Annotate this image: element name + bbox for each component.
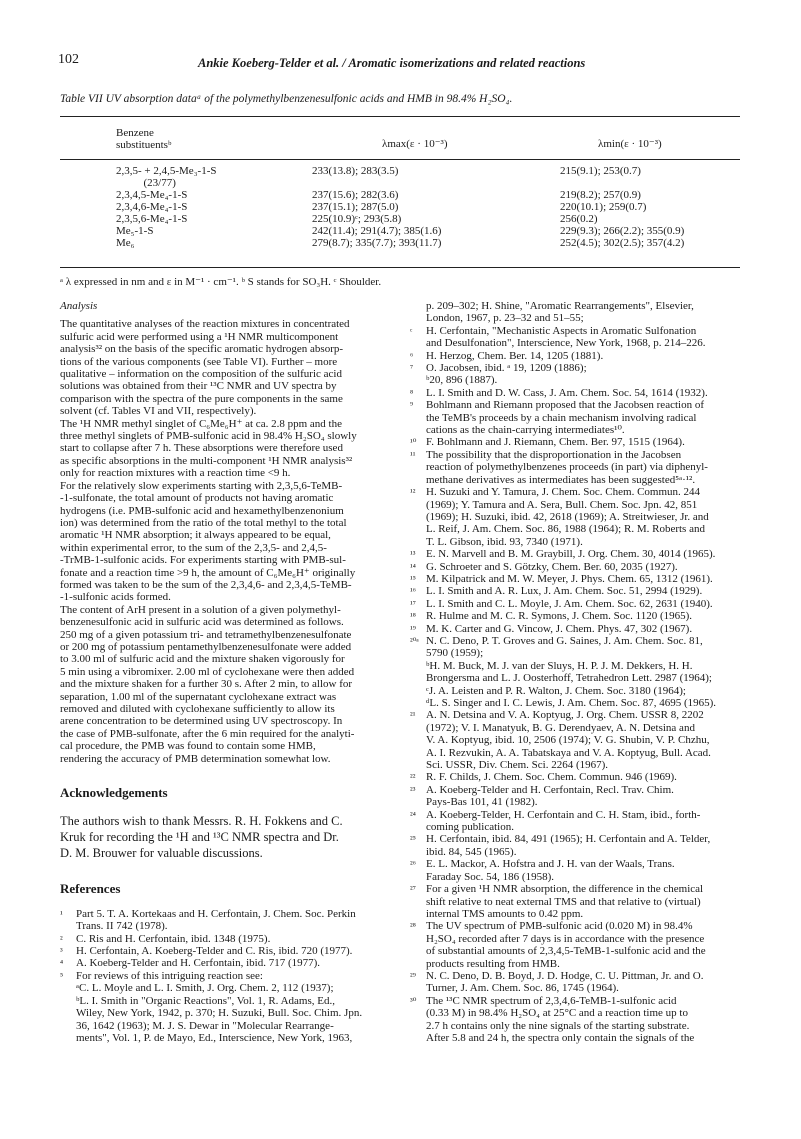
reference-number: ³: [60, 946, 63, 957]
reference-number: ²⁴: [410, 809, 416, 820]
analysis-line: aromatic ¹H NMR absorption; it always appeared to be equal,: [60, 529, 331, 542]
reference-line: A. Koeberg-Telder and H. Cerfontain, Recl. Trav. Chim.: [426, 783, 674, 796]
analysis-line: only for reaction mixtures with a reaction time <9 h.: [60, 467, 291, 480]
header-substituent: Benzene substituentsᵇ: [116, 127, 172, 151]
header-lambda-max: λmax(ε · 10⁻³): [382, 138, 448, 150]
analysis-line: rendering the accuracy of PMB determination somewhat low.: [60, 752, 331, 765]
table-cell-lambda-max: 242(11.4); 291(4.7); 385(1.6): [312, 225, 442, 237]
references-heading: References: [60, 881, 121, 897]
reference-item: [60, 970, 390, 1044]
reference-number: ᶜ: [410, 325, 413, 336]
analysis-line: -TrMB-1-sulfonic acids. For experiments starting with PMB-sul-: [60, 554, 346, 567]
reference-line: E. N. Marvell and B. M. Graybill, J. Org. Chem. 30, 4014 (1965).: [426, 548, 716, 561]
reference-item: [410, 995, 745, 1045]
reference-item: [60, 933, 390, 945]
acknowledgements-text: [60, 813, 390, 861]
analysis-line: or 200 mg of potassium pentamethylbenzenesulfonate were added: [60, 640, 352, 653]
reference-number: ¹⁶: [410, 586, 416, 597]
reference-item: [410, 486, 745, 548]
analysis-line: solvent (cf. Tables VI and VII, respectively).: [60, 405, 257, 418]
analysis-text: [60, 318, 390, 765]
reference-item: [410, 573, 745, 585]
reference-number: ¹²: [410, 487, 416, 498]
analysis-line: arene concentration to be determined using UV spectroscopy. In: [60, 715, 343, 728]
reference-line: Trans. II 742 (1978).: [76, 920, 168, 933]
analysis-line: within experimental error, to the sum of the 2,3,5- and 2,4,5-: [60, 541, 327, 554]
reference-number: ¹³: [410, 549, 416, 560]
reference-item: [410, 436, 745, 448]
reference-line: A. Koeberg-Telder and H. Cerfontain, ibid. 717 (1977).: [76, 957, 321, 970]
reference-line: M. K. Carter and G. Vincow, J. Chem. Phys. 47, 302 (1967).: [426, 622, 693, 635]
analysis-line: analysis³² on the basis of the specific aromatic hydrogen absorp-: [60, 343, 344, 356]
reference-number: ⁴: [60, 958, 64, 969]
reference-line: M. Kilpatrick and M. W. Meyer, J. Phys. Chem. 65, 1312 (1961).: [426, 572, 713, 585]
table-cell-lambda-max: 233(13.8); 283(3.5): [312, 165, 399, 177]
table-cell-lambda-max: 237(15.6); 282(3.6): [312, 189, 399, 201]
reference-number: ¹⁵: [410, 573, 416, 584]
reference-line: H. Suzuki and Y. Tamura, J. Chem. Soc. Chem. Commun. 244: [426, 486, 701, 499]
reference-line: L. Reif, J. Am. Chem. Soc. 86, 1988 (1964); R. M. Roberts and: [426, 523, 705, 536]
analysis-line: hydrogens (i.e. PMB-sulfonic acid and hexamethylbenzenonium: [60, 504, 344, 517]
reference-line: Brongersma and L. J. Oosterhoff, Tetrahedron Lett. 2987 (1964);: [426, 672, 712, 685]
analysis-line: 5 min using a vibromixer. 2.00 ml of cyclohexane were then added: [60, 665, 355, 678]
reference-number: ⁷: [410, 363, 414, 374]
analysis-line: the case of PMB-sulfonate, after the 6 min required for the analyti-: [60, 727, 355, 740]
reference-line: 36, 1642 (1963); M. J. S. Dewar in "Molecular Rearrange-: [76, 1019, 334, 1032]
reference-number: ²⁹: [410, 970, 416, 981]
reference-number: ²¹: [410, 710, 416, 721]
reference-number: ¹⁹: [410, 623, 416, 634]
table-cell-substituent: Me₅-1-S: [116, 225, 154, 237]
reference-line: The UV spectrum of PMB-sulfonic acid (0.020 M) in 98.4%: [426, 920, 693, 933]
reference-line: products resulting from HMB.: [426, 957, 560, 970]
reference-number: ¹⁷: [410, 598, 416, 609]
reference-number: ⁶: [410, 350, 414, 361]
table-header-rule: [60, 159, 740, 160]
reference-line: The possibility that the disproportionation in the Jacobsen: [426, 448, 682, 461]
table-cell-substituent: Me₆: [116, 237, 135, 249]
table-cell-substituent: 2,3,5,6-Me₄-1-S: [116, 213, 188, 225]
reference-item: [410, 660, 745, 710]
analysis-line: The ¹H NMR methyl singlet of C₆Me₆H⁺ at ca. 2.8 ppm and the: [60, 417, 342, 430]
analysis-line: The quantitative analyses of the reaction mixtures in concentrated: [60, 318, 350, 331]
analysis-line: sulfuric acid were performed using a ¹H NMR multicomponent: [60, 330, 339, 343]
reference-number: ¹⁸: [410, 611, 416, 622]
reference-number: ²: [60, 933, 63, 944]
table-cell-lambda-min: 256(0.2): [560, 213, 598, 225]
acknowledgement-line: Kruk for recording the ¹H and ¹³C NMR spectra and Dr.: [60, 830, 339, 845]
reference-line: H. Cerfontain, "Mechanistic Aspects in Aromatic Sulfonation: [426, 324, 697, 337]
reference-item: [410, 883, 745, 920]
reference-line: R. F. Childs, J. Chem. Soc. Chem. Commun. 946 (1969).: [426, 771, 677, 784]
analysis-line: 250 mg of a given potassium tri- and tetramethylbenzenesulfonate: [60, 628, 352, 641]
reference-line: and Desulfonation", Interscience, New York, 1968, p. 214–226.: [426, 337, 706, 350]
reference-line: L. I. Smith and D. W. Cass, J. Am. Chem. Soc. 54, 1614 (1932).: [426, 386, 708, 399]
reference-number: ²³: [410, 784, 416, 795]
reference-line: L. I. Smith and A. R. Lux, J. Am. Chem. Soc. 51, 2994 (1929).: [426, 585, 703, 598]
references-list-right: [410, 300, 745, 1044]
table-cell-lambda-min: 252(4.5); 302(2.5); 357(4.2): [560, 237, 685, 249]
reference-item: [410, 833, 745, 858]
reference-line: For reviews of this intriguing reaction see:: [76, 969, 263, 982]
analysis-line: formed was taken to be the sum of the 2,3,4,6- and 2,3,4,5-TeMB-: [60, 578, 352, 591]
reference-line: methane derivatives as intermediates has been suggested⁵ᵃ·¹².: [426, 473, 696, 486]
analysis-line: benzenesulfonic acid in sulfuric acid was determined as follows.: [60, 616, 344, 629]
reference-line: ᵇL. I. Smith in "Organic Reactions", Vol. 1, R. Adams, Ed.,: [76, 994, 335, 1007]
reference-item: [410, 362, 745, 387]
table-cell-lambda-min: 215(9.1); 253(0.7): [560, 165, 641, 177]
analysis-line: ion) was determined from the ratio of the total methyl to the total: [60, 516, 347, 529]
acknowledgement-line: D. M. Brouwer for valuable discussions.: [60, 846, 263, 861]
analysis-line: as specific absorptions in the multi-component ¹H NMR analysis³²: [60, 454, 353, 467]
table-cell-lambda-min: 219(8.2); 257(0.9): [560, 189, 641, 201]
reference-line: ᵃC. L. Moyle and L. I. Smith, J. Org. Chem. 2, 112 (1937);: [76, 982, 334, 995]
reference-line: cations as the chain-carrying intermediates¹⁰.: [426, 424, 625, 437]
analysis-line: solutions was obtained from their ¹³C NMR and UV spectra by: [60, 380, 337, 393]
reference-item: [60, 945, 390, 957]
reference-item: [410, 548, 745, 560]
references-list-left: [60, 908, 390, 1044]
analysis-line: fonate and a reaction time >9 h, the amount of C₆Me₆H⁺ originally: [60, 566, 356, 579]
table-cell-substituent: 2,3,4,5-Me₄-1-S: [116, 189, 188, 201]
reference-item: [410, 387, 745, 399]
analysis-line: The content of ArH present in a solution of a given polymethyl-: [60, 603, 341, 616]
analysis-line: to 3.00 ml of sulfuric acid and the mixture shaken vigorously for: [60, 653, 345, 666]
reference-item: [410, 623, 745, 635]
reference-line: V. A. Koptyug, ibid. 10, 2506 (1974); V. G. Shubin, V. P. Chzhu,: [426, 734, 710, 747]
right-column: [410, 300, 745, 1044]
reference-line: F. Bohlmann and J. Riemann, Chem. Ber. 97, 1515 (1964).: [426, 436, 685, 449]
analysis-line: three methyl singlets of PMB-sulfonic acid in 98.4% H₂SO₄ slowly: [60, 430, 357, 443]
reference-number: ³⁰: [410, 995, 417, 1006]
reference-number: ⁸: [410, 387, 414, 398]
reference-number: ²⁵: [410, 834, 416, 845]
reference-number: ²²: [410, 772, 416, 783]
reference-item: [410, 970, 745, 995]
reference-number: ²⁸: [410, 921, 416, 932]
page-number: 102: [58, 52, 79, 67]
reference-line: N. C. Deno, P. T. Groves and G. Saines, J. Am. Chem. Soc. 81,: [426, 634, 703, 647]
reference-number: ⁹: [410, 400, 414, 411]
reference-line: H₂SO₄ recorded after 7 days is in accordance with the presence: [426, 932, 705, 945]
reference-line: N. C. Deno, D. B. Boyd, J. D. Hodge, C. U. Pittman, Jr. and O.: [426, 969, 704, 982]
analysis-line: For the relatively slow experiments starting with 2,3,5,6-TeMB-: [60, 479, 343, 492]
reference-line: internal TMS amounts to 0.42 ppm.: [426, 907, 584, 920]
analysis-line: tions of the various components (see Table VI). Further – more: [60, 355, 338, 368]
reference-line: For a given ¹H NMR absorption, the difference in the chemical: [426, 883, 704, 896]
reference-line: Bohlmann and Riemann proposed that the Jacobsen reaction of: [426, 399, 704, 412]
reference-line: of substantial amounts of 2,3,4,5-TeMB-1-sulfonic acid and the: [426, 945, 706, 958]
reference-item: [410, 598, 745, 610]
reference-item: [410, 858, 745, 883]
reference-line: ibid. 84, 545 (1965).: [426, 845, 517, 858]
reference-line: R. Hulme and M. C. R. Symons, J. Chem. Soc. 1120 (1965).: [426, 610, 693, 623]
reference-number: ²⁷: [410, 884, 416, 895]
reference-line: G. Schroeter and S. Götzky, Chem. Ber. 60, 2035 (1927).: [426, 560, 678, 573]
analysis-line: comparison with the spectra of the pure components in the same: [60, 392, 343, 405]
reference-item: [410, 585, 745, 597]
reference-line: the TeMB's proceeds by a chain mechanism involving radical: [426, 411, 697, 424]
reference-line: A. N. Detsina and V. A. Koptyug, J. Org. Chem. USSR 8, 2202: [426, 709, 704, 722]
reference-line: (1969); H. Suzuki, ibid. 42, 2618 (1969); A. Streitwieser, Jr. and: [426, 510, 709, 523]
reference-number: ²⁰ᵃ: [410, 635, 419, 646]
table-cell-lambda-max: 279(8.7); 335(7.7); 393(11.7): [312, 237, 442, 249]
reference-item: [410, 920, 745, 970]
reference-line: coming publication.: [426, 821, 514, 834]
reference-line: H. Cerfontain, A. Koeberg-Telder and C. Ris, ibid. 720 (1977).: [76, 945, 353, 958]
acknowledgements-heading: Acknowledgements: [60, 785, 168, 801]
reference-item: [60, 957, 390, 969]
reference-line: A. Koeberg-Telder, H. Cerfontain and C. H. Stam, ibid., forth-: [426, 808, 701, 821]
reference-item: [60, 908, 390, 933]
reference-line: T. L. Gibson, ibid. 93, 7340 (1971).: [426, 535, 583, 548]
reference-item: [410, 809, 745, 834]
reference-line: Sci. USSR, Div. Chem. Sci. 2264 (1967).: [426, 759, 609, 772]
reference-line: The ¹³C NMR spectrum of 2,3,4,6-TeMB-1-sulfonic acid: [426, 994, 677, 1007]
table-cell-lambda-min: 229(9.3); 266(2.2); 355(0.9): [560, 225, 685, 237]
reference-number: ¹: [60, 908, 63, 919]
reference-line: E. L. Mackor, A. Hofstra and J. H. van der Waals, Trans.: [426, 858, 675, 871]
header-lambda-min: λmin(ε · 10⁻³): [598, 138, 662, 150]
reference-item: [410, 350, 745, 362]
table-footnote: ᵃ λ expressed in nm and ε in M⁻¹ · cm⁻¹. ᵇ S stands for SO₃H. ᶜ Shoulder.: [60, 276, 382, 288]
reference-number: ¹¹: [410, 449, 416, 460]
reference-line: reaction of polymethylbenzenes proceeds (in part) via diphenyl-: [426, 461, 708, 474]
reference-item: [410, 561, 745, 573]
reference-number: ⁵: [60, 970, 64, 981]
analysis-line: removed and diluted with cyclohexane sufficiently to allow its: [60, 703, 335, 715]
reference-line: ᵈL. S. Singer and I. C. Lewis, J. Am. Chem. Soc. 87, 4695 (1965).: [426, 697, 717, 709]
reference-line: ᵇ20, 896 (1887).: [426, 374, 498, 387]
reference-line: London, 1967, p. 23–32 and 51–55;: [426, 312, 584, 325]
analysis-line: qualitative – information on the composition of the sulfuric acid: [60, 368, 342, 381]
analysis-line: start to collapse after 7 h. These absorptions were therefore used: [60, 442, 343, 455]
reference-line: (0.33 M) in 98.4% H₂SO₄ at 25°C and a reaction time up to: [426, 1007, 688, 1020]
reference-line: Faraday Soc. 54, 186 (1958).: [426, 870, 555, 883]
table-cell-substituent: 2,3,4,6-Me₄-1-S: [116, 201, 188, 213]
table-cell-lambda-min: 220(10.1); 259(0.7): [560, 201, 647, 213]
reference-number: ²⁶: [410, 859, 416, 870]
running-head: Ankie Koeberg-Telder et al. / Aromatic isomerizations and related reactions: [198, 56, 586, 70]
reference-line: H. Herzog, Chem. Ber. 14, 1205 (1881).: [426, 349, 604, 362]
reference-item: [410, 635, 745, 660]
analysis-line: separation, 1.00 ml of the supernatant cyclohexane extract was: [60, 690, 337, 703]
reference-item: [410, 784, 745, 809]
reference-line: (1969); Y. Tamura and A. Sera, Bull. Chem. Soc. Jpn. 42, 851: [426, 498, 698, 511]
reference-line: H. Cerfontain, ibid. 84, 491 (1965); H. Cerfontain and A. Telder,: [426, 833, 711, 846]
reference-line: L. I. Smith and C. L. Moyle, J. Am. Chem. Soc. 62, 2631 (1940).: [426, 597, 713, 610]
table-caption: Table VII UV absorption dataᵃ of the polymethylbenzenesulfonic acids and HMB in 98.4% H₂SO₄.: [60, 93, 513, 105]
reference-line: ᶜJ. A. Leisten and P. R. Walton, J. Chem. Soc. 3180 (1964);: [426, 684, 686, 697]
analysis-line: -1-sulfonic acids formed.: [60, 591, 171, 604]
reference-line: Part 5. T. A. Kortekaas and H. Cerfontain, J. Chem. Soc. Perkin: [76, 907, 356, 920]
uv-data-table: [60, 116, 740, 268]
reference-number: ¹⁰: [410, 437, 417, 448]
analysis-heading: Analysis: [60, 300, 98, 312]
reference-line: Wiley, New York, 1942, p. 370; H. Suzuki, Bull. Soc. Chim. Jpn.: [76, 1007, 363, 1020]
reference-item: [410, 300, 745, 325]
reference-number: ¹⁴: [410, 561, 416, 572]
reference-line: Pays-Bas 101, 41 (1982).: [426, 796, 538, 809]
reference-item: [410, 449, 745, 486]
analysis-line: cal procedure, the PMB was found to contain some HMB,: [60, 740, 316, 753]
reference-line: (1972); V. I. Manatyuk, B. G. Derendyaev, A. N. Detsina and: [426, 721, 695, 734]
reference-line: p. 209–302; H. Shine, "Aromatic Rearrangements", Elsevier,: [426, 300, 694, 312]
reference-line: 5790 (1959);: [426, 647, 484, 660]
reference-item: [410, 709, 745, 771]
reference-line: ments", Vol. 1, P. de Mayo, Ed., Interscience, New York, 1963,: [76, 1031, 353, 1044]
reference-line: A. I. Rezvukin, A. A. Tabatskaya and V. A. Koptyug, Bull. Acad.: [426, 746, 711, 759]
acknowledgement-line: The authors wish to thank Messrs. R. H. Fokkens and C.: [60, 814, 343, 829]
table-cell-substituent: 2,3,5- + 2,4,5-Me₃-1-S (23/77): [116, 165, 217, 190]
left-column: [60, 300, 390, 1044]
reference-line: shift relative to neat external TMS and that relative to (virtual): [426, 895, 701, 908]
reference-item: [410, 610, 745, 622]
reference-item: [410, 771, 745, 783]
reference-line: C. Ris and H. Cerfontain, ibid. 1348 (1975).: [76, 932, 271, 945]
reference-line: Turner, J. Am. Chem. Soc. 86, 1745 (1964).: [426, 982, 619, 995]
reference-line: After 5.8 and 24 h, the spectra only contain the signals of the: [426, 1031, 695, 1044]
reference-line: O. Jacobsen, ibid. ᵃ 19, 1209 (1886);: [426, 362, 587, 375]
reference-item: [410, 399, 745, 436]
analysis-line: -1-sulfonate, the total amount of products not having aromatic: [60, 492, 334, 505]
analysis-line: and the mixture shaken for a further 30 s. After 2 min, to allow for: [60, 678, 353, 691]
table-cell-lambda-max: 237(15.1); 287(5.0): [312, 201, 399, 213]
reference-line: ᵇH. M. Buck, M. J. van der Sluys, H. P. J. M. Dekkers, H. H.: [426, 659, 693, 672]
reference-item: [410, 325, 745, 350]
reference-line: 2.7 h contains only the nine signals of the starting substrate.: [426, 1019, 690, 1032]
table-cell-lambda-max: 225(10.9)ᶜ; 293(5.8): [312, 213, 402, 225]
